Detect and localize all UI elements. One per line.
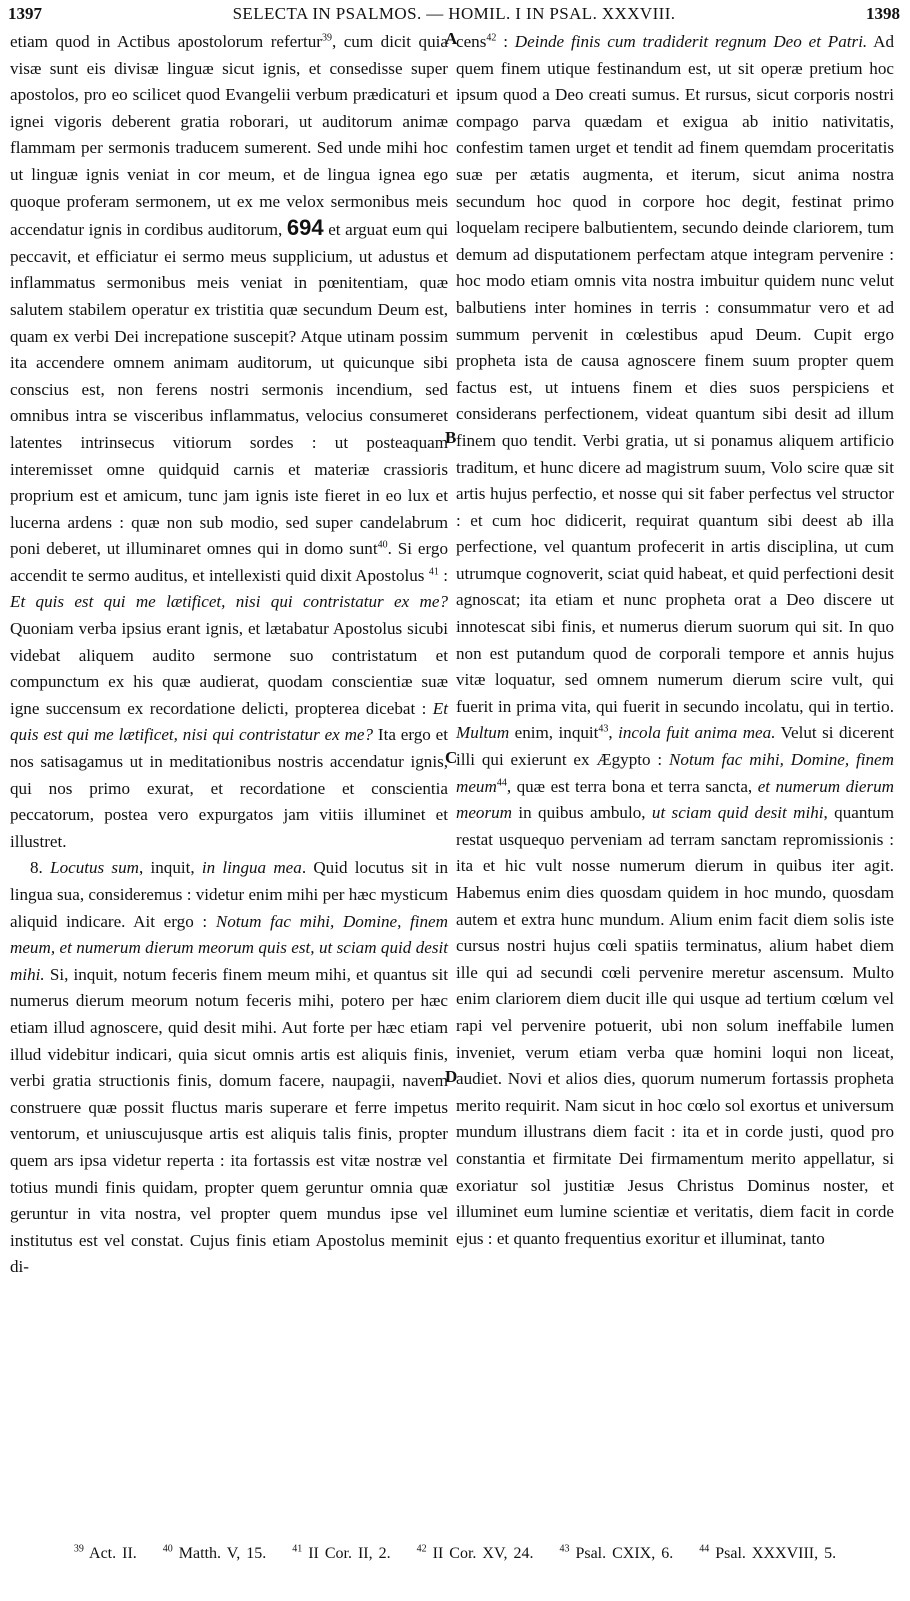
margin-marker-d: D (445, 1067, 458, 1086)
scripture-quote: Et quis est qui me lætificet, nisi qui contristatur ex me? (10, 592, 448, 612)
text-run: Ad quem finem utique festinandum est, ut sit operæ pretium hoc ipsum quod a Deo creati sumus. Et rursus, sicut corporis nostri compago parva quædam et exigua ab initio nativitatis, confestim tamen urget et tendit ad finem quemdam proceritatis suæ per ætatis augmenta, et iterum, sicut anima nostra secundum hoc quod in corpore hoc degit, festinat primo loquelam recipere balbutientem, secundo deinde clariorem, tum demum ad disputationem perfectam atque integram pervenire : hoc modo etiam omnis vita nostra imbuitur quidem nunc velut balbutiens inter homines in terris : consummatur vero et ad summum pervenit in cœlestibus apud Deum. Cupit ergo propheta ista de causa agnoscere finem suum propter quem factus est, ut intuens finem et dies suos perspiciens et considerans perfectionem, videat quantum sibi desit ad illum finem quo tendit. Verbi gratia, ut si ponamus aliquem artificio traditum, et hunc dicere ad magistrum suum, Volo scire quæ sit artis hujus perfectio, et nosse qui sit faber perfectus vel structor : et cum hoc didicerit, requirat quantum sibi deest ab illa perfectione, vel quantum profecerit in artis disciplina, ut cum utrumque cognoverit, sciat quid habeat, et quid perfectioni desit agnoscat; ita etiam et nunc propheta orat a Deo discere ut innotescat sibi finis, et numerus dierum suorum qui sit. In quo non est putandum quod de corporali tempore et annis hujus vitæ loquatur, sed omnem numerum dierum scire vult, qui fuerit in prima vita, qui fuerit in secundo incolatu, qui in tertio. (456, 32, 894, 716)
column-page-number: 694 (286, 215, 324, 241)
running-title: SELECTA IN PSALMOS. — HOMIL. I IN PSAL. XXXVIII. (232, 4, 676, 23)
footnote-ref: 39 (321, 32, 332, 44)
paragraph-7-continued (10, 29, 448, 855)
margin-marker-a: A (445, 29, 458, 48)
scripture-quote: in lingua mea (201, 858, 302, 878)
footnote-41 (292, 1545, 390, 1562)
footnote-number: 43 (559, 1543, 570, 1555)
scripture-quote: et numerum dierum meorum (456, 776, 895, 823)
footnote-ref: 40 (377, 539, 388, 551)
text-run: : (496, 32, 515, 51)
text-run: et arguat eum qui peccavit, et efficiatur ei sermo meus supplicium, ut adustus et inflammatus sermonibus meis veniat in pœnitentiam, quæ salutem stabilem operatur ex tristitia quæ secundum Deum est, quam ex verbi Dei increpatione suscepit? Atque utinam possim ita accendere omnem animam auditorum, ut quicunque sibi conscius est, non ferens nostri sermonis incendium, sed omnibus intra se visceribus inflammatus, velocius consumeret latentes intrinsecus vitiorum sordes : ut posteaquam interemisset omne quidquid carnis et materiæ crassioris proprium est et amicum, tunc jam ignis iste fieret in eo lux et lucerna ardens : quæ non sub modio, sed super candelabrum poni deberet, ut illuminaret omnes qui in domo sunt (10, 220, 448, 559)
footnote-44 (699, 1545, 836, 1562)
text-run: etiam quod in Actibus apostolorum refertur (10, 32, 322, 51)
text-run: Velut si dicerent illi qui exierunt ex Ægypto : (456, 723, 895, 770)
footnote-42 (417, 1545, 534, 1562)
footnote-number: 39 (73, 1543, 84, 1555)
page-number-right: 1398 (866, 4, 900, 23)
footnote-ref: 42 (486, 32, 497, 44)
paragraph-8-continued (456, 29, 894, 1252)
text-run: , (608, 723, 619, 743)
text-run: . Si ergo accendit te sermo auditus, et intellexisti quid dixit Apostolus (10, 539, 448, 585)
footnote-39 (74, 1545, 137, 1562)
footnote-ref: 41 (428, 566, 439, 578)
paragraph-8 (10, 855, 448, 1281)
scripture-quote: Deinde finis cum tradiderit regnum Deo et Patri. (514, 32, 868, 51)
running-header (8, 4, 900, 28)
text-run: , quantum restat usquequo perveniam ad terram sanctam repromissionis : ita et hic vult nosse numerum dierum in quibus iter agit. Habemus enim dies quosdam quidem in hoc mundo, quosdam autem et extra hunc mundum. Alium enim facit diem solis iste cursus nostri hujus cœli spatiis terminatus, alium habet diem ille qui ad secundi cœli pervenire meretur ascensum. Multo enim clariorem diem ducit ille qui usque ad tertium cœlum vel rapi vel pervenire potuerit, ubi non solum ineffabile lumen inveniet, verum etiam verba quæ homini loqui non liceat, audiet. Novi et alios dies, quorum numerum fortassis propheta merito requirit. Nam sicut in hoc cœlo sol exortus et universum mundum illustrans diem facit : ita et in corde justi, quod pro constantia et firmitate Dei firmamentum merito appellatur, si exoriatur sol justitiæ Jesus Christus Dominus noster, et illuminet eum lumine scientiæ et veritatis, diem facit in corde ejus : et quanto frequentius exoritur et illuminat, tanto (456, 803, 894, 1248)
page-number-left: 1397 (8, 4, 42, 23)
text-run: , inquit, (138, 858, 202, 878)
footnote-40 (163, 1545, 266, 1562)
text-run: Quoniam verba ipsius erant ignis, et lætabatur Apostolus sicubi videbat aliquem audito sermone suo contristatum et compunctum ex his quæ audierat, quodam conscientiæ suæ igne succensum ex recordatione delicti, propterea dicebat : (10, 619, 448, 718)
text-run: Ita ergo et nos satisagamus ut in meditationibus nostris accendatur ignis, qui nos primo exurat, et recordatione et conscientia peccatorum, postea vero expurgatos jam vitiis illuminet et illustret. (10, 725, 449, 851)
right-column (456, 29, 894, 1252)
text-run: cens (456, 32, 487, 51)
footnote-text: II Cor. XV, 24. (426, 1545, 534, 1562)
footnote-text: Matth. V, 15. (172, 1545, 267, 1562)
text-run: : (438, 565, 448, 585)
text-run: Si, inquit, notum feceris finem meum mihi, et quantus sit numerus dierum meorum notum feceris mihi, potero per hæc etiam illud agnoscere, quid desit mihi. Aut forte per hæc etiam illud videbitur indicari, quia sicut omnis artis est aliquis finis, verbi gratia structionis finis, domum facere, naupagii, navem construere quæ possit fluctus maris superare et ferre impetus ventorum, et uniuscujusque artis est aliquis talis finis, propter quem ars ipsa videtur reperta : ita fortassis est vitæ nostræ vel totius mundi finis quidam, propter quem geruntur omnia quæ geruntur in vita nostra, vel propter quem mundus ipse vel institutus est vel constat. Cujus finis etiam Apostolus meminit di- (10, 964, 448, 1277)
footnote-text: II Cor. II, 2. (302, 1545, 391, 1562)
footnote-43 (559, 1545, 673, 1562)
scripture-quote: Notum fac mihi, Domine, finem meum (456, 750, 894, 796)
footnote-ref: 44 (496, 776, 507, 788)
margin-marker-c: C (445, 748, 458, 767)
text-run: , quæ est terra bona et terra sancta, (506, 776, 758, 796)
footnote-number: 44 (699, 1543, 710, 1555)
margin-marker-b: B (445, 428, 457, 447)
text-run: , cum dicit quia visæ sunt eis divisæ linguæ sicut ignis, et consedisse super apostolos, pro eo scilicet quod Evangelii verbum prædicaturi et ignei vigoris deberent gratia roborari, ut auditorum animæ flammam per sermonis traducem sumerent. Sed unde mihi hoc ut linguæ ignis veniat in cor meum, et de lingua ignea ego quoque proferam sermonem, ut ex me velox sermonibus meis accendatur ignis in cordibus auditorum, (10, 32, 448, 240)
footnote-text: Psal. XXXVIII, 5. (709, 1545, 837, 1562)
footnote-ref: 43 (598, 723, 609, 735)
text-run: enim, inquit (509, 723, 599, 743)
scripture-quote: Notum fac mihi, Domine, finem meum, et numerum dierum meorum quis est, ut sciam quid desit mihi. (10, 911, 448, 984)
footnote-number: 42 (416, 1543, 427, 1555)
footnote-number: 41 (292, 1543, 303, 1555)
footnotes (0, 1545, 910, 1563)
footnote-text: Psal. CXIX, 6. (569, 1545, 674, 1562)
footnote-text: Act. II. (83, 1545, 137, 1562)
left-column (10, 29, 448, 1281)
text-run: in quibus ambulo, (512, 803, 652, 823)
scripture-quote: Multum (456, 723, 510, 743)
scripture-quote: incola fuit anima mea. (618, 723, 776, 743)
scripture-quote: Et quis est qui me lætificet, nisi qui contristatur ex me? (10, 698, 448, 745)
footnote-number: 40 (162, 1543, 173, 1555)
scripture-quote: Locutus sum (50, 858, 139, 878)
scripture-quote: ut sciam quid desit mihi (651, 803, 824, 823)
paragraph-number: 8. (30, 858, 51, 878)
text-run: . Quid locutus sit in lingua sua, consideremus : videtur enim mihi per hæc mysticum aliquid indicare. Ait ergo : (10, 858, 449, 931)
